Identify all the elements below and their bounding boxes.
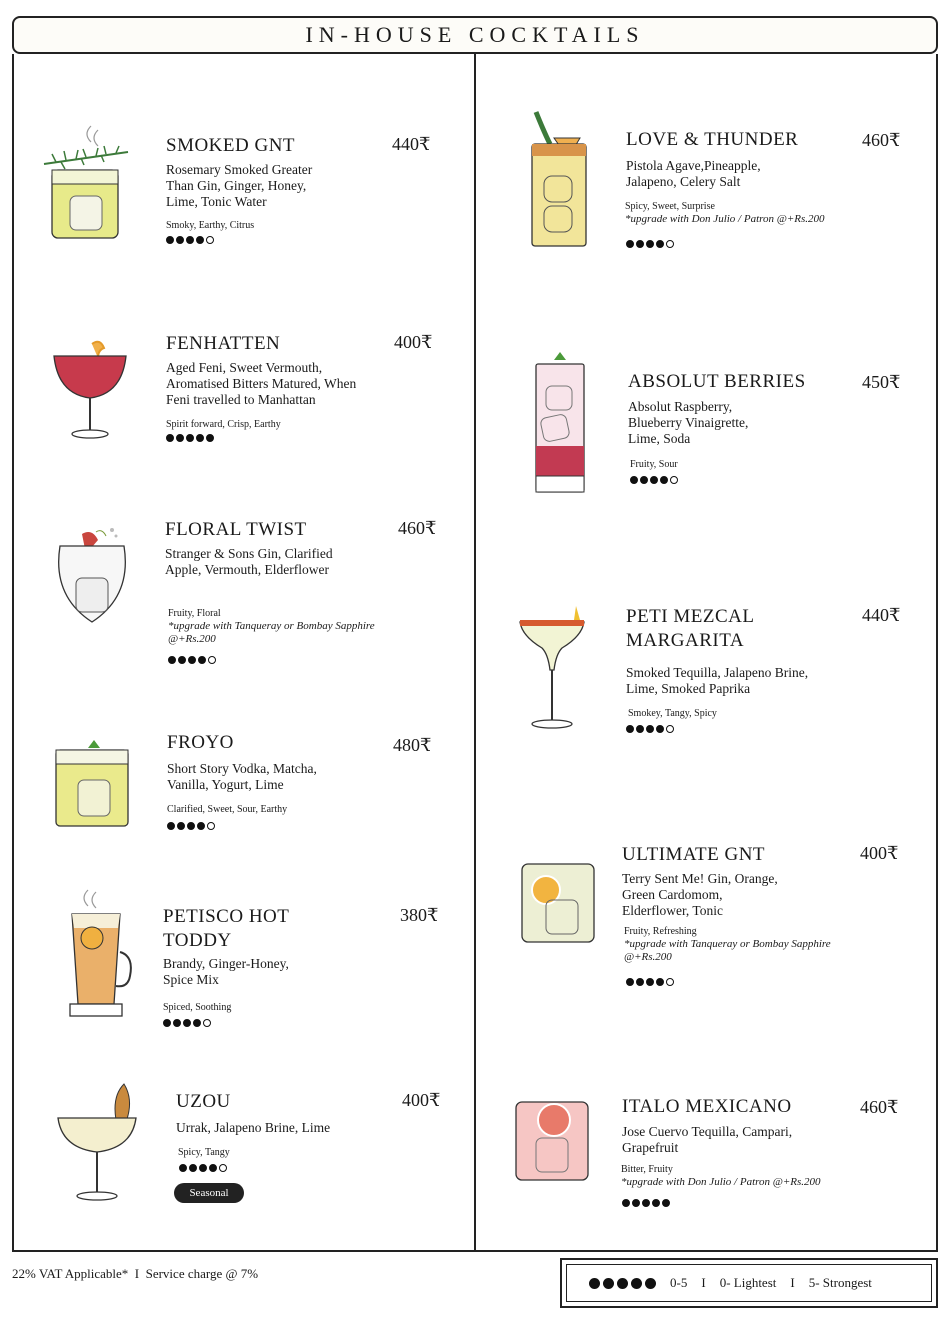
item-name: SMOKED GNT	[166, 135, 296, 156]
filled-dot-icon	[622, 1199, 630, 1207]
item-price: 400₹	[394, 332, 433, 352]
strength-rating	[166, 434, 214, 442]
hot-toddy-glass-icon	[64, 884, 136, 1024]
filled-dot-icon	[178, 656, 186, 664]
empty-dot-icon	[666, 240, 674, 248]
menu-item	[626, 605, 916, 735]
filled-dot-icon	[650, 476, 658, 484]
menu-item	[163, 905, 453, 1035]
item-name: FENHATTEN	[166, 333, 281, 354]
item-tags: Fruity, Sour	[630, 459, 678, 470]
legend-dots-icon	[589, 1278, 656, 1289]
filled-dot-icon	[626, 240, 634, 248]
filled-dot-icon	[656, 240, 664, 248]
menu-item	[626, 128, 916, 258]
filled-dot-icon	[199, 1164, 207, 1172]
item-description: Terry Sent Me! Gin, Orange, Green Cardomom, Elderflower, Tonic	[622, 871, 778, 918]
filled-dot-icon	[626, 978, 634, 986]
filled-dot-icon	[196, 434, 204, 442]
filled-dot-icon	[660, 476, 668, 484]
filled-dot-icon	[176, 434, 184, 442]
uzou-glass-icon	[54, 1080, 140, 1204]
filled-dot-icon	[646, 978, 654, 986]
filled-dot-icon	[626, 725, 634, 733]
menu-item	[166, 332, 446, 452]
filled-dot-icon	[177, 822, 185, 830]
filled-dot-icon	[193, 1019, 201, 1027]
filled-dot-icon	[186, 434, 194, 442]
strength-rating	[630, 476, 678, 484]
fenhatten-glass-icon	[48, 334, 132, 444]
legend-range: 0-5	[670, 1275, 688, 1290]
item-name: UZOU	[176, 1091, 231, 1112]
filled-dot-icon	[656, 978, 664, 986]
filled-dot-icon	[188, 656, 196, 664]
menu-item	[628, 370, 918, 490]
filled-dot-icon	[646, 240, 654, 248]
froyo-glass-icon	[50, 738, 134, 830]
filled-dot-icon	[197, 822, 205, 830]
item-tags: Spirit forward, Crisp, Earthy	[166, 419, 281, 430]
filled-dot-icon	[173, 1019, 181, 1027]
empty-dot-icon	[219, 1164, 227, 1172]
filled-dot-icon	[179, 1164, 187, 1172]
item-price: 460₹	[862, 130, 901, 150]
strength-rating	[167, 822, 215, 830]
empty-dot-icon	[208, 656, 216, 664]
item-description: Short Story Vodka, Matcha, Vanilla, Yogurt, Lime	[167, 761, 317, 792]
filled-dot-icon	[656, 725, 664, 733]
filled-dot-icon	[189, 1164, 197, 1172]
filled-dot-icon	[183, 1019, 191, 1027]
item-tags: Smoky, Earthy, Citrus	[166, 220, 255, 231]
filled-dot-icon	[209, 1164, 217, 1172]
filled-dot-icon	[636, 725, 644, 733]
item-tags: Fruity, Refreshing *upgrade with Tanqueray or Bombay Sapphire @+Rs.200	[624, 926, 831, 963]
item-description: Smoked Tequilla, Jalapeno Brine, Lime, Smoked Paprika	[626, 665, 809, 696]
item-description: Brandy, Ginger-Honey, Spice Mix	[163, 956, 289, 987]
legend-separator: I	[790, 1275, 795, 1290]
item-name: ABSOLUT BERRIES	[628, 371, 806, 392]
filled-dot-icon	[187, 822, 195, 830]
filled-dot-icon	[662, 1199, 670, 1207]
legend-separator: I	[701, 1275, 706, 1290]
item-name: LOVE & THUNDER	[626, 129, 799, 150]
margarita-glass-icon	[516, 600, 588, 732]
strength-rating	[163, 1019, 211, 1027]
filled-dot-icon	[163, 1019, 171, 1027]
item-name: ULTIMATE GNT	[622, 844, 766, 865]
empty-dot-icon	[670, 476, 678, 484]
filled-dot-icon	[186, 236, 194, 244]
item-price: 400₹	[402, 1090, 441, 1110]
item-price: 460₹	[398, 518, 437, 538]
absolut-berries-glass-icon	[530, 350, 590, 496]
filled-dot-icon	[630, 476, 638, 484]
filled-dot-icon	[206, 434, 214, 442]
item-name: ITALO MEXICANO	[622, 1096, 792, 1117]
menu-item	[165, 518, 445, 668]
menu-item	[622, 1095, 922, 1215]
strength-rating	[626, 240, 674, 248]
item-name: FROYO	[167, 732, 234, 753]
item-price: 400₹	[860, 843, 899, 863]
menu-item	[166, 134, 446, 254]
menu-item	[167, 731, 447, 841]
filled-dot-icon	[636, 240, 644, 248]
footer-note: 22% VAT Applicable* I Service charge @ 7%	[12, 1266, 259, 1281]
item-description: Aged Feni, Sweet Vermouth, Aromatised Bitters Matured, When Feni travelled to Manhattan	[166, 360, 357, 407]
empty-dot-icon	[203, 1019, 211, 1027]
menu-title: IN-HOUSE COCKTAILS	[12, 16, 938, 54]
ultimate-gnt-glass-icon	[518, 860, 598, 946]
item-description: Stranger & Sons Gin, Clarified Apple, Vermouth, Elderflower	[165, 546, 333, 577]
filled-dot-icon	[652, 1199, 660, 1207]
item-tags: Spicy, Sweet, Surprise *upgrade with Don Julio / Patron @+Rs.200	[625, 201, 825, 225]
item-tags: Fruity, Floral *upgrade with Tanqueray or Bombay Sapphire @+Rs.200	[168, 608, 375, 645]
item-description: Absolut Raspberry, Blueberry Vinaigrette, Lime, Soda	[628, 399, 749, 446]
filled-dot-icon	[636, 978, 644, 986]
item-price: 460₹	[860, 1097, 899, 1117]
item-description: Jose Cuervo Tequilla, Campari, Grapefruit	[622, 1124, 793, 1155]
smoked-gnt-glass-icon	[36, 124, 136, 244]
item-name: PETISCO HOT TODDY	[163, 906, 290, 951]
item-description: Pistola Agave,Pineapple, Jalapeno, Celery Salt	[626, 158, 761, 189]
filled-dot-icon	[166, 434, 174, 442]
legend-lightest: 0- Lightest	[719, 1275, 777, 1290]
item-tags: Bitter, Fruity *upgrade with Don Julio / Patron @+Rs.200	[621, 1164, 821, 1188]
item-price: 380₹	[400, 905, 439, 925]
filled-dot-icon	[166, 236, 174, 244]
filled-dot-icon	[176, 236, 184, 244]
filled-dot-icon	[198, 656, 206, 664]
strength-rating	[626, 725, 674, 733]
item-price: 450₹	[862, 372, 901, 392]
filled-dot-icon	[646, 725, 654, 733]
item-price: 480₹	[393, 735, 432, 755]
empty-dot-icon	[666, 725, 674, 733]
empty-dot-icon	[666, 978, 674, 986]
item-description: Rosemary Smoked Greater Than Gin, Ginger, Honey, Lime, Tonic Water	[166, 162, 313, 209]
filled-dot-icon	[640, 476, 648, 484]
item-tags: Spiced, Soothing	[163, 1002, 232, 1013]
item-name: FLORAL TWIST	[165, 519, 307, 540]
filled-dot-icon	[167, 822, 175, 830]
love-thunder-glass-icon	[524, 108, 596, 250]
strength-rating	[179, 1164, 227, 1172]
item-price: 440₹	[392, 134, 431, 154]
seasonal-badge: Seasonal	[174, 1183, 244, 1203]
filled-dot-icon	[196, 236, 204, 244]
item-name: PETI MEZCAL MARGARITA	[626, 606, 754, 651]
empty-dot-icon	[206, 236, 214, 244]
floral-twist-glass-icon	[52, 524, 132, 628]
filled-dot-icon	[632, 1199, 640, 1207]
menu-item	[176, 1090, 456, 1180]
item-tags: Smokey, Tangy, Spicy	[628, 708, 717, 719]
menu-item	[622, 843, 922, 993]
strength-rating	[622, 1199, 670, 1207]
item-tags: Clarified, Sweet, Sour, Earthy	[167, 804, 288, 815]
item-tags: Spicy, Tangy	[178, 1147, 230, 1158]
strength-rating	[166, 236, 214, 244]
strength-rating	[626, 978, 674, 986]
empty-dot-icon	[207, 822, 215, 830]
item-price: 440₹	[862, 605, 901, 625]
legend-strongest: 5- Strongest	[808, 1275, 872, 1290]
italo-mexicano-glass-icon	[512, 1098, 592, 1184]
item-description: Urrak, Jalapeno Brine, Lime	[176, 1120, 331, 1135]
strength-rating	[168, 656, 216, 664]
strength-legend	[560, 1258, 938, 1308]
column-divider	[474, 54, 476, 1252]
filled-dot-icon	[642, 1199, 650, 1207]
filled-dot-icon	[168, 656, 176, 664]
